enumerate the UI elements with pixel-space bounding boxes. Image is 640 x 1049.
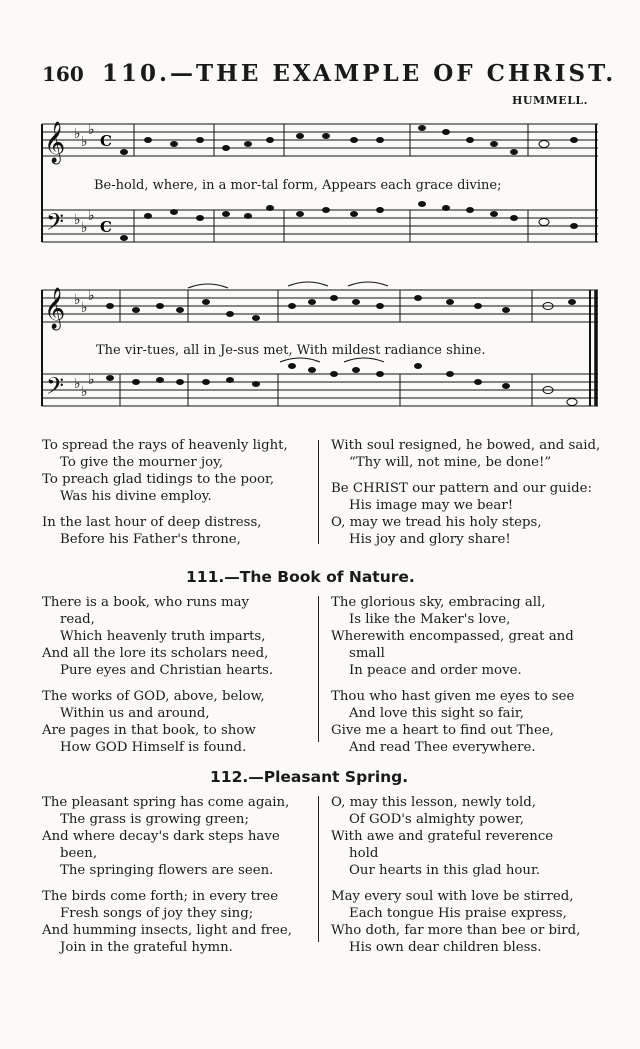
verse-line: O, may this lesson, newly told, [331, 795, 536, 810]
verse-line: Who doth, far more than bee or bird, [331, 923, 581, 938]
verse-line: With soul resigned, he bowed, and said, [331, 438, 601, 453]
svg-text:♭: ♭ [74, 126, 81, 142]
verse-line: And where decay's dark steps have [42, 829, 280, 844]
hymn-111-right-column [331, 594, 601, 756]
svg-text:𝄢: 𝄢 [46, 208, 65, 241]
verse-line: small [349, 646, 385, 661]
verse-line: Of GOD's almighty power, [349, 812, 525, 827]
lyrics-line-2: The vir-tues, all in Je-sus met, With mildest radiance shine. [96, 343, 486, 358]
verse-line: How GOD Himself is found. [60, 740, 247, 755]
verse-line: Fresh songs of joy they sing; [60, 906, 254, 921]
verse-line: “Thy will, not mine, be done!” [349, 455, 552, 470]
column-divider [318, 596, 319, 742]
svg-text:𝄞: 𝄞 [44, 122, 66, 163]
verse-line: Our hearts in this glad hour. [349, 863, 541, 878]
verse-line: read, [60, 612, 95, 627]
verse-line: In the last hour of deep distress, [42, 515, 262, 530]
svg-text:♭: ♭ [74, 292, 81, 308]
hymn-title: 110.—THE EXAMPLE OF CHRIST. [102, 60, 617, 87]
svg-text:♭: ♭ [74, 212, 81, 228]
verse-line: The works of GOD, above, below, [42, 689, 265, 704]
verse-line: The pleasant spring has come again, [42, 795, 290, 810]
svg-text:♭: ♭ [81, 220, 88, 236]
verse-line: The birds come forth; in every tree [42, 889, 279, 904]
verse-line: His joy and glory share! [349, 532, 511, 547]
verse-line: Give me a heart to find out Thee, [331, 723, 554, 738]
verse-line: To spread the rays of heavenly light, [42, 438, 288, 453]
verse-line: And read Thee everywhere. [349, 740, 536, 755]
verse-line: His own dear children bless. [349, 940, 542, 955]
hymn-111-title: 111.—The Book of Nature. [186, 568, 415, 586]
verse-line: Be CHRIST our pattern and our guide: [331, 481, 592, 496]
verse-line: The glorious sky, embracing all, [331, 595, 546, 610]
verse-line: Are pages in that book, to show [42, 723, 256, 738]
verse-line: Is like the Maker's love, [349, 612, 511, 627]
lyrics-line-1: Be-hold, where, in a mor-tal form, Appears each grace divine; [94, 178, 502, 193]
verse-line: And humming insects, light and free, [42, 923, 293, 938]
svg-text:♭: ♭ [74, 376, 81, 392]
verse-line: O, may we tread his holy steps, [331, 515, 542, 530]
verse-line: In peace and order move. [349, 663, 522, 678]
verse-line: May every soul with love be stirred, [331, 889, 574, 904]
column-divider [318, 796, 319, 942]
verse-line: Each tongue His praise express, [349, 906, 567, 921]
verse-line: The grass is growing green; [60, 812, 249, 827]
svg-text:♭: ♭ [88, 122, 95, 138]
verse-line: been, [60, 846, 98, 861]
hymn-110-left-column [42, 437, 314, 548]
hymn-112-right-column [331, 794, 601, 956]
verse-line: To preach glad tidings to the poor, [42, 472, 275, 487]
verse-line: With awe and grateful reverence [331, 829, 554, 844]
svg-text:𝄢: 𝄢 [46, 372, 65, 405]
verse-line: Pure eyes and Christian hearts. [60, 663, 274, 678]
svg-text:♭: ♭ [88, 208, 95, 224]
verse-line: There is a book, who runs may [42, 595, 250, 610]
verse-line: Which heavenly truth imparts, [60, 629, 266, 644]
svg-text:C: C [100, 218, 112, 236]
verse-line: Was his divine employ. [60, 489, 212, 504]
page-number: 160 [42, 62, 84, 86]
svg-text:♭: ♭ [81, 300, 88, 316]
verse-line: Before his Father's throne, [60, 532, 241, 547]
svg-text:𝄞: 𝄞 [44, 288, 66, 329]
hymn-111-left-column [42, 594, 314, 756]
verse-line: The springing flowers are seen. [60, 863, 274, 878]
hymn-112-title: 112.—Pleasant Spring. [210, 768, 409, 786]
verse-line: hold [349, 846, 379, 861]
verse-line: Within us and around, [60, 706, 210, 721]
svg-text:♭: ♭ [88, 372, 95, 388]
verse-line: Wherewith encompassed, great and [331, 629, 574, 644]
verse-line: And love this sight so fair, [349, 706, 524, 721]
svg-text:♭: ♭ [81, 134, 88, 150]
verse-line: Thou who hast given me eyes to see [331, 689, 575, 704]
composer-name: HUMMELL. [511, 94, 588, 107]
verse-line: Join in the grateful hymn. [60, 940, 233, 955]
hymn-112-left-column [42, 794, 314, 956]
verse-line: His image may we bear! [349, 498, 514, 513]
svg-text:♭: ♭ [81, 384, 88, 400]
hymn-110-right-column [331, 437, 601, 548]
column-divider [318, 440, 319, 544]
svg-text:♭: ♭ [88, 288, 95, 304]
verse-line: And all the lore its scholars need, [42, 646, 269, 661]
svg-text:C: C [100, 132, 112, 150]
verse-line: To give the mourner joy, [60, 455, 224, 470]
